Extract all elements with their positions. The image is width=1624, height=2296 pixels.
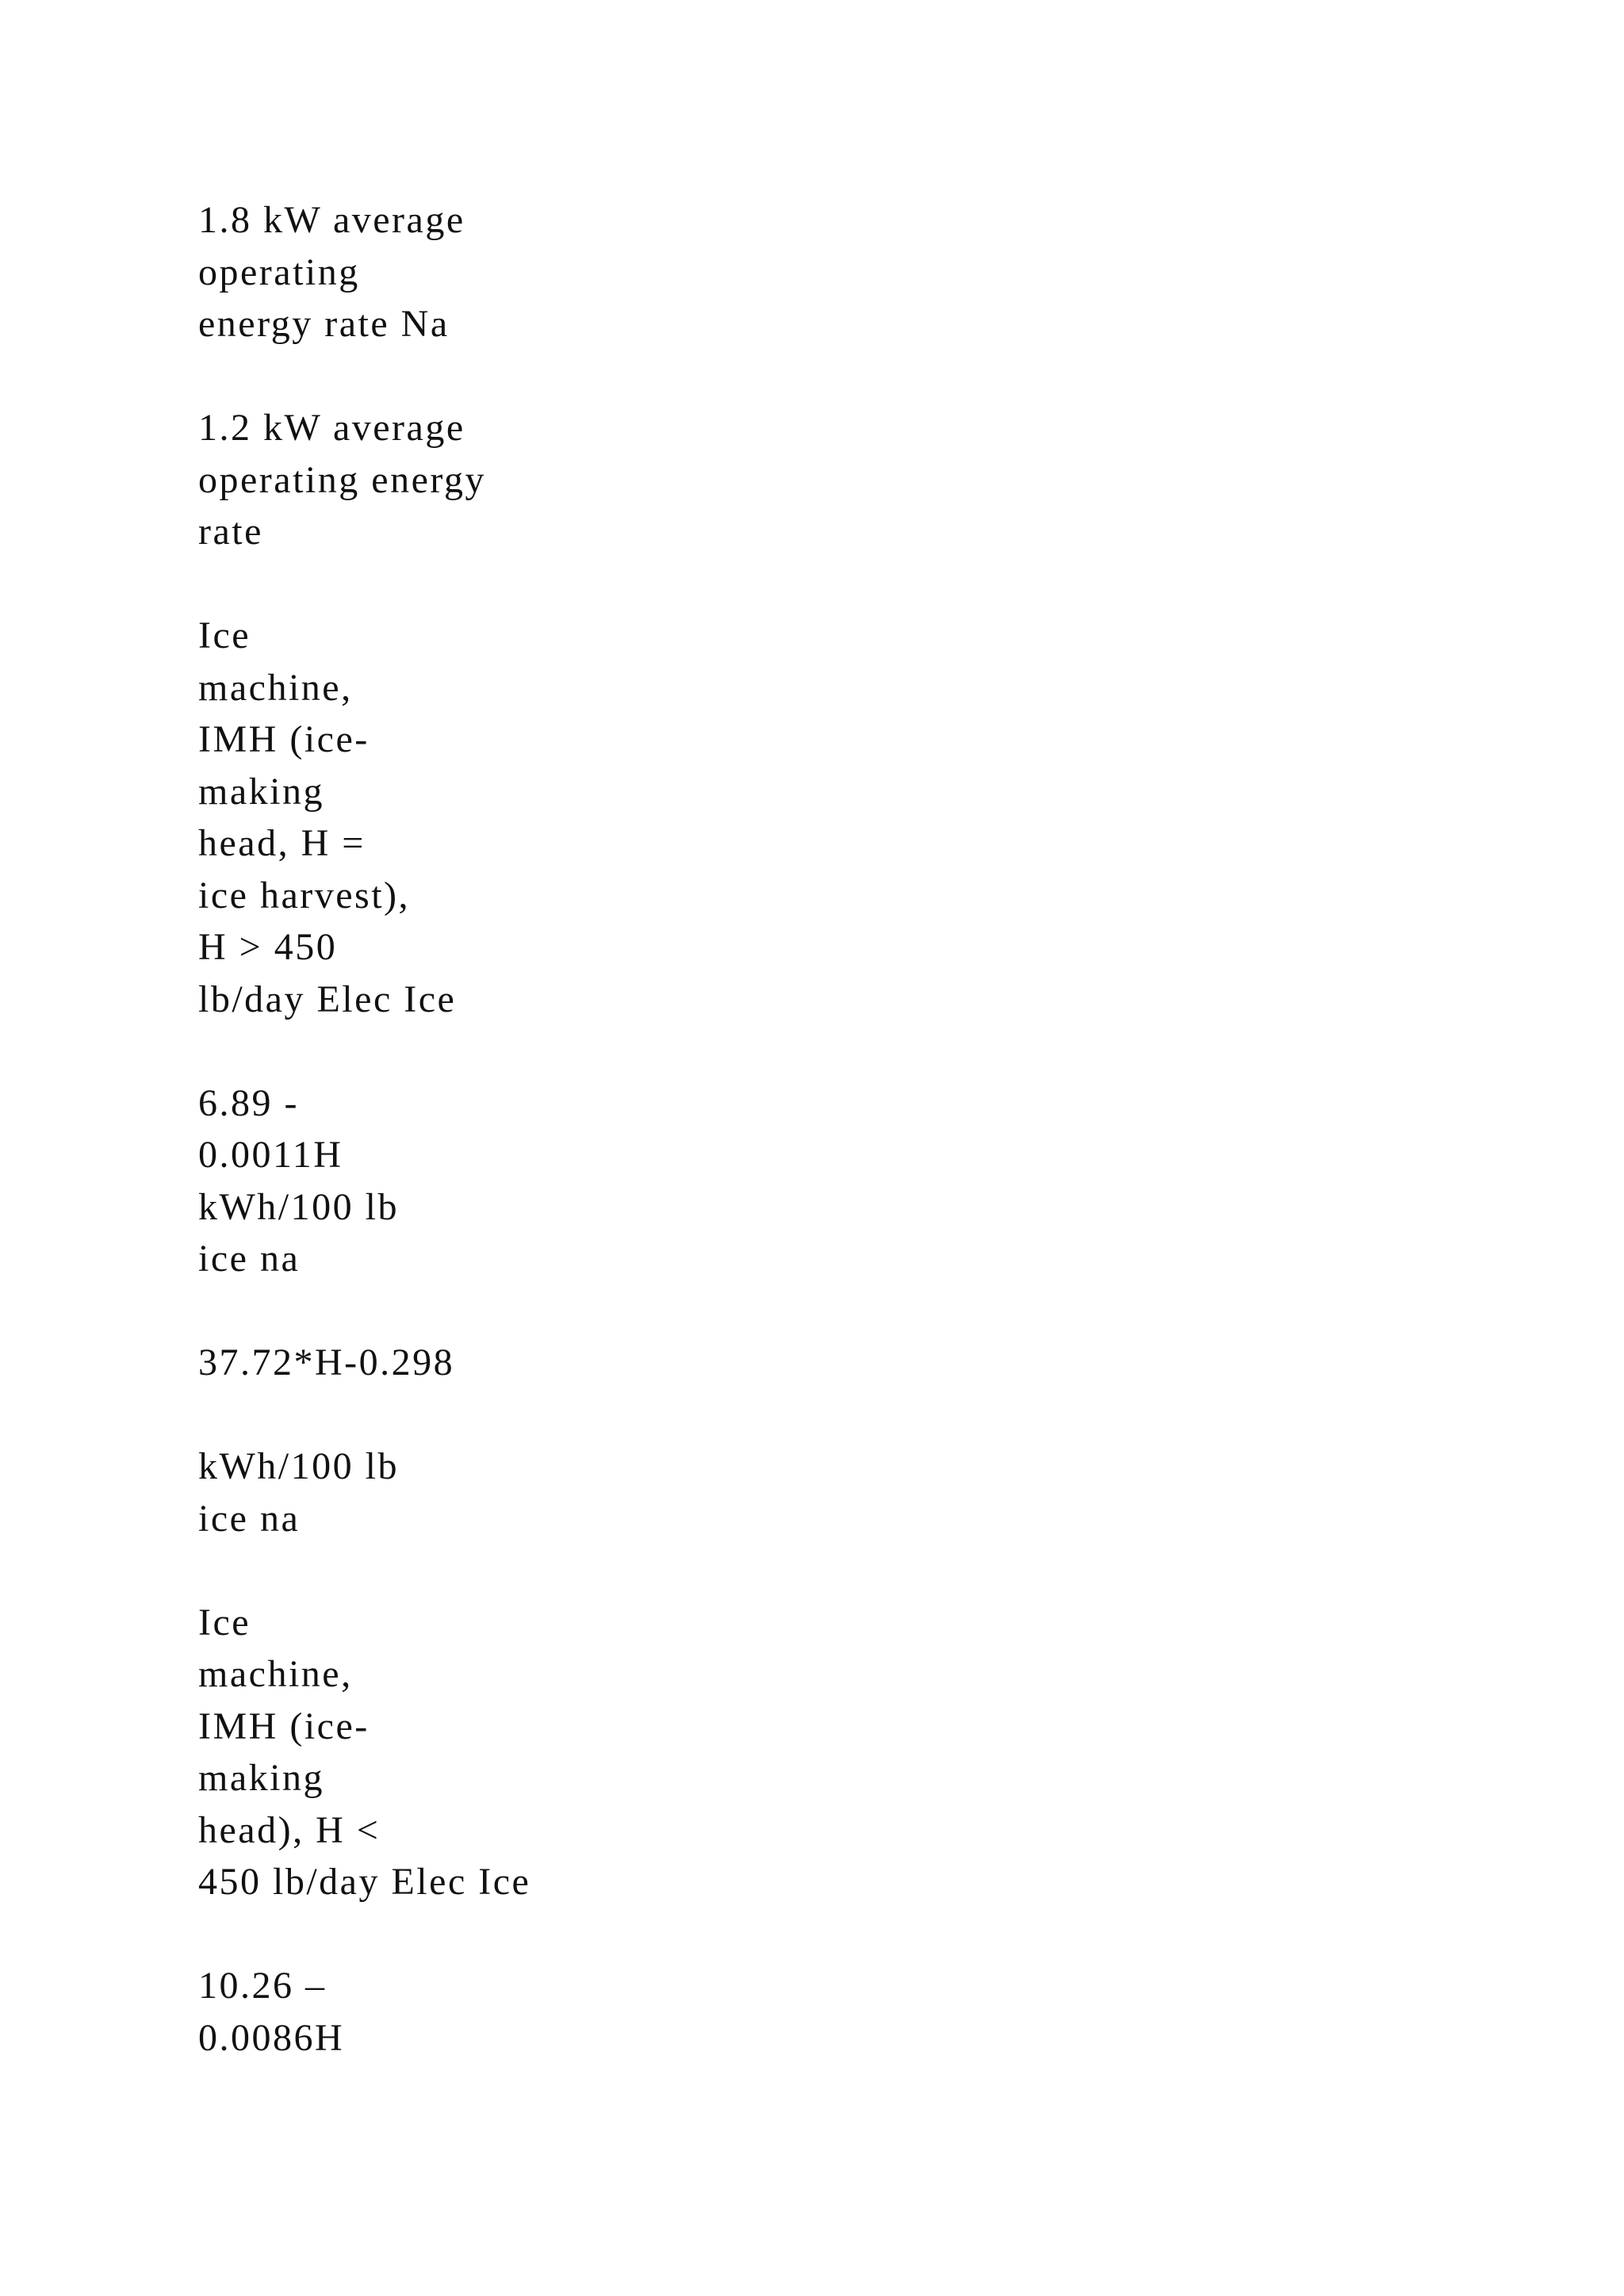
text-line: machine,	[198, 666, 353, 709]
text-line: operating	[198, 251, 360, 293]
text-line: 450 lb/day Elec Ice	[198, 1861, 531, 1903]
text-block-8	[198, 1960, 1467, 2064]
text-line: energy rate Na	[198, 303, 450, 345]
text-block-1	[198, 194, 1467, 350]
text-line: 0.0086H	[198, 2016, 345, 2059]
text-line: IMH (ice-	[198, 1705, 370, 1747]
text-line: machine,	[198, 1653, 353, 1695]
text-line: Ice	[198, 614, 251, 656]
text-line: 10.26 –	[198, 1965, 327, 2007]
text-block-7	[198, 1597, 1467, 1908]
text-line: H > 450	[198, 926, 338, 968]
text-line: rate	[198, 511, 263, 553]
text-block-5	[198, 1337, 1467, 1389]
text-line: 1.2 kW average	[198, 407, 465, 449]
text-line: making	[198, 1757, 324, 1799]
text-line: kWh/100 lb	[198, 1185, 399, 1228]
text-block-2	[198, 402, 1467, 558]
text-line: operating energy	[198, 458, 486, 501]
text-line: 6.89 -	[198, 1081, 299, 1124]
text-line: ice harvest),	[198, 874, 411, 916]
text-line: head, H =	[198, 822, 366, 864]
text-line: 37.72*H-0.298	[198, 1341, 455, 1383]
text-block-6	[198, 1441, 1467, 1544]
text-line: kWh/100 lb	[198, 1445, 399, 1487]
text-line: 0.0011H	[198, 1134, 343, 1176]
text-line: 1.8 kW average	[198, 199, 465, 241]
text-line: IMH (ice-	[198, 718, 370, 760]
text-line: lb/day Elec Ice	[198, 978, 457, 1020]
text-block-4	[198, 1077, 1467, 1285]
text-line: ice na	[198, 1238, 301, 1280]
text-block-3	[198, 610, 1467, 1025]
text-line: ice na	[198, 1497, 301, 1540]
document-body	[198, 194, 1467, 2116]
text-line: Ice	[198, 1601, 251, 1644]
text-line: making	[198, 770, 324, 813]
text-line: head), H <	[198, 1808, 381, 1851]
